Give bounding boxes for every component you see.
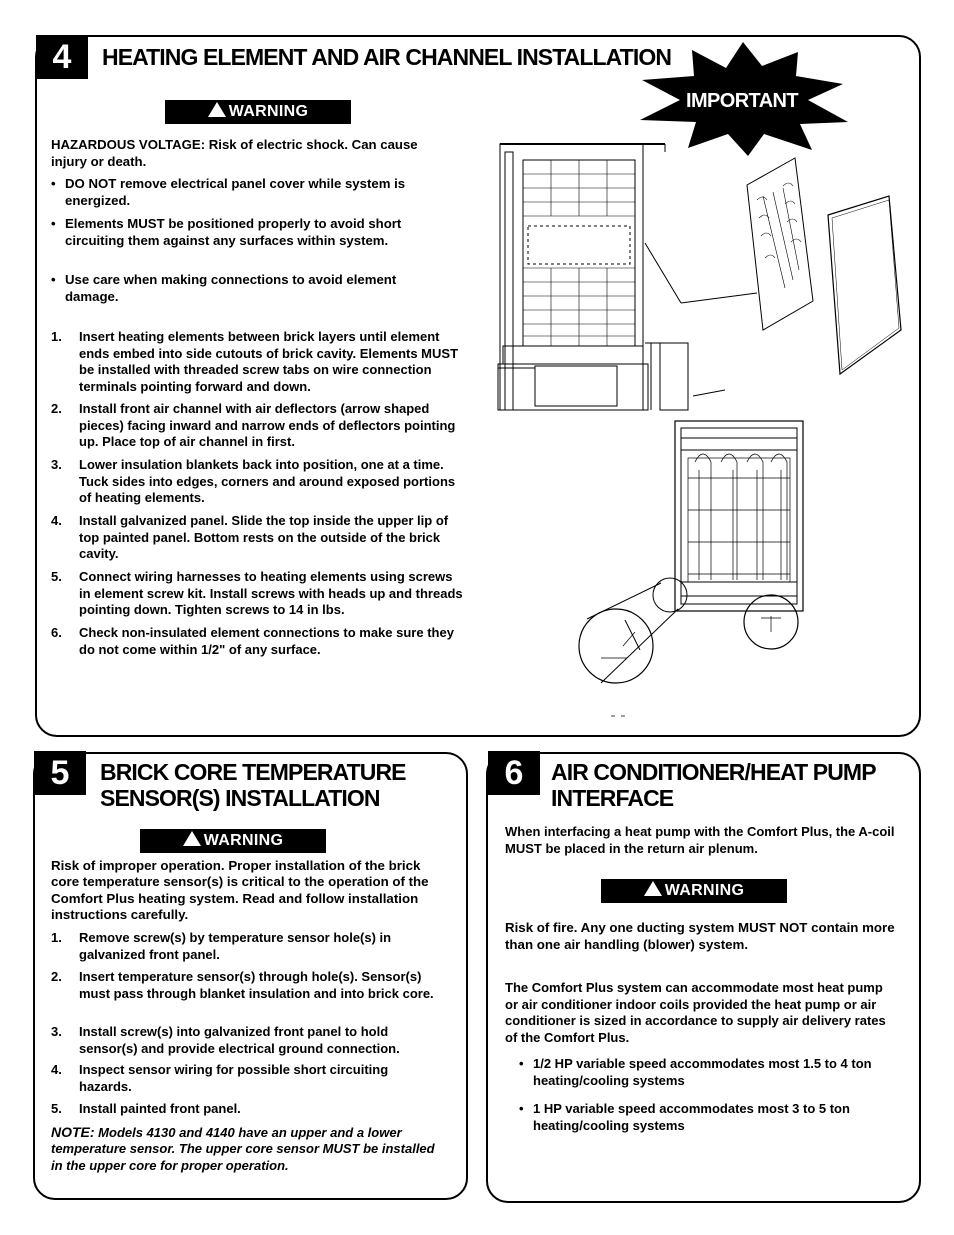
section-5-title-line-2: SENSOR(S) INSTALLATION: [100, 785, 380, 811]
section-6-title-line-2: INTERFACE: [551, 785, 674, 811]
section-5-number: 5: [34, 751, 86, 795]
s4-step-5: 5. Connect wiring harnesses to heating elements using screws in element screw kit. Install screws with heads up and threads pointing down. Tighten screws to 14 in lbs.: [51, 569, 463, 618]
fire-warning-triangle-icon: [644, 881, 662, 896]
hazard-bullet-3: • Use care when making connections to avoid element damage.: [51, 272, 451, 305]
warning-label: WARNING: [228, 103, 309, 120]
s6-bullet-2: • 1 HP variable speed accommodates most 3 to 5 ton heating/cooling systems: [519, 1101, 889, 1134]
hazard-text: HAZARDOUS VOLTAGE: Risk of electric shock. Can cause injury or death.: [51, 137, 418, 169]
s4-step-4: 4. Install galvanized panel. Slide the top inside the upper lip of top painted panel. Bottom rests on the outside of the brick cavity.: [51, 513, 449, 562]
s5-step-3: 3. Install screw(s) into galvanized front panel to hold sensor(s) and provide electrical ground connection.: [51, 1024, 400, 1056]
section-5-title-line-1: BRICK CORE TEMPERATURE: [100, 759, 406, 785]
section-6-title-line-1: AIR CONDITIONER/HEAT PUMP: [551, 759, 876, 785]
s5-note: NOTE: Models 4130 and 4140 have an upper and a lower temperature sensor. The upper core sensor MUST be installed in the upper core for proper operation.: [51, 1124, 435, 1173]
s6-body-text: The Comfort Plus system can accommodate most heat pump or air conditioner indoor coils provided the heat pump or air conditioner is sized in accordance to supply air delivery rates of the Comfort Plus.: [505, 980, 886, 1045]
section-6-number: 6: [488, 751, 540, 795]
installation-diagram: [495, 138, 905, 723]
s5-step-2: 2. Insert temperature sensor(s) through hole(s). Sensor(s) must pass through blanket insulation and into brick core.: [51, 969, 434, 1001]
s4-step-6: 6. Check non-insulated element connections to make sure they do not come within 1/2" of any surface.: [51, 625, 454, 657]
s6-fire-warning-text: Risk of fire. Any one ducting system MUST NOT contain more than one air handling (blower) system.: [505, 920, 895, 952]
s6-intro-text: When interfacing a heat pump with the Comfort Plus, the A-coil MUST be placed in the return air plenum.: [505, 824, 895, 856]
warning-triangle-icon: [208, 102, 226, 117]
section-6-warning-banner: [601, 879, 787, 903]
s5-intro-text: Risk of improper operation. Proper installation of the brick core temperature sensor(s) is critical to the operation of the Comfort Plus heating system. Read and follow installation instructions carefully.: [51, 858, 429, 923]
warning-label: WARNING: [203, 832, 284, 849]
s5-step-1: 1. Remove screw(s) by temperature sensor hole(s) in galvanized front panel.: [51, 930, 392, 962]
section-5-warning-banner: [140, 829, 326, 853]
s4-step-2: 2. Install front air channel with air deflectors (arrow shaped pieces) facing inward and narrow ends of deflectors pointing up. Place top of air channel in first.: [51, 401, 456, 450]
hazard-bullet-2: • Elements MUST be positioned properly to avoid short circuiting them against any surfaces within system.: [51, 216, 451, 249]
s6-bullet-1: • 1/2 HP variable speed accommodates most 1.5 to 4 ton heating/cooling systems: [519, 1056, 889, 1089]
section-4-number: 4: [36, 35, 88, 79]
section-6-panel: [486, 752, 921, 1203]
s4-step-1: 1. Insert heating elements between brick layers until element ends embed into side cutouts of brick cavity. Elements MUST be installed with threaded screw tabs on wire connection terminals pointing forward and down.: [51, 329, 459, 394]
s5-step-5: 5. Install painted front panel.: [51, 1101, 241, 1116]
hazard-bullet-1: • DO NOT remove electrical panel cover while system is energized.: [51, 176, 471, 209]
warning-triangle-icon: [183, 831, 201, 846]
important-label: IMPORTANT: [686, 90, 798, 112]
section-4-warning-banner: [165, 100, 351, 124]
section-4-title: HEATING ELEMENT AND AIR CHANNEL INSTALLATION: [102, 44, 672, 70]
s5-step-4: 4. Inspect sensor wiring for possible short circuiting hazards.: [51, 1062, 389, 1094]
s4-step-3: 3. Lower insulation blankets back into position, one at a time. Tuck sides into edges, corners and around exposed portions of heating elements.: [51, 457, 456, 506]
note-label: NOTE:: [51, 1124, 95, 1140]
warning-label: WARNING: [664, 882, 745, 899]
